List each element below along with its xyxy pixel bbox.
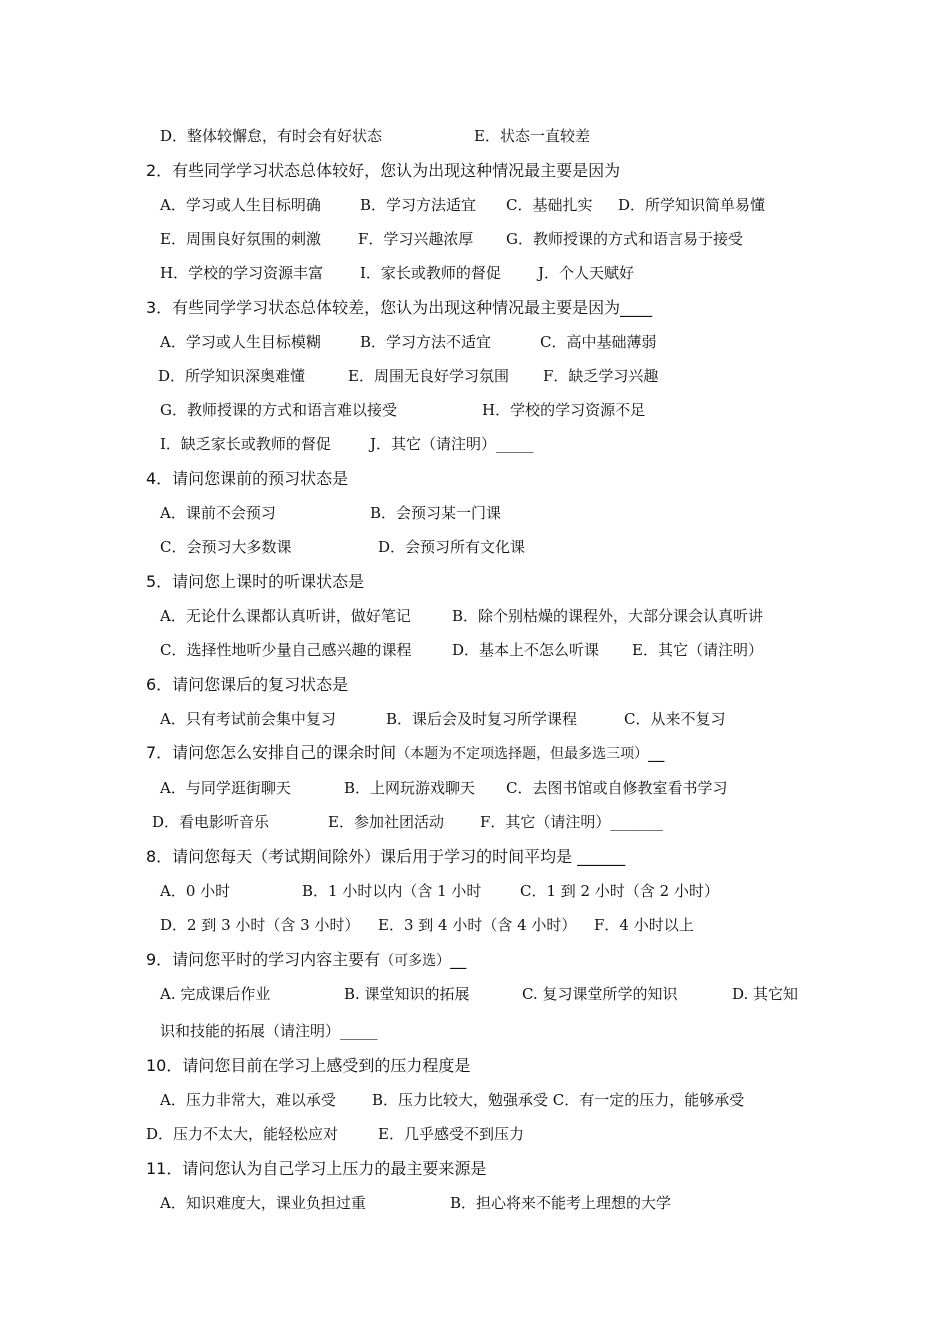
answer-option: D．所学知识简单易懂 <box>618 196 766 214</box>
answer-option: C．选择性地听少量自己感兴趣的课程 <box>160 641 412 659</box>
answer-option: A. 完成课后作业 <box>160 985 271 1003</box>
answer-option: A．压力非常大，难以承受 <box>160 1091 336 1109</box>
answer-option: H．学校的学习资源丰富 <box>160 264 324 282</box>
answer-option: D．所学知识深奥难懂 <box>158 367 306 385</box>
answer-option: C. 复习课堂所学的知识 <box>522 985 678 1003</box>
answer-option: A．只有考试前会集中复习 <box>160 710 336 728</box>
question-text: 10．请问您目前在学习上感受到的压力程度是 <box>146 1056 471 1075</box>
answer-option: F．学习兴趣浓厚 <box>358 230 474 248</box>
answer-option: A．学习或人生目标明确 <box>160 196 321 214</box>
answer-option: D．整体较懈怠，有时会有好状态 <box>160 127 383 145</box>
question-text: 6．请问您课后的复习状态是 <box>146 675 349 694</box>
answer-option: B. 课堂知识的拓展 <box>344 985 470 1003</box>
answer-option: E．状态一直较差 <box>474 127 590 145</box>
answer-option: B．上网玩游戏聊天 <box>344 779 476 797</box>
answer-option: C．1 到 2 小时（含 2 小时） <box>520 882 719 900</box>
answer-option: B．担心将来不能考上理想的大学 <box>450 1194 672 1212</box>
answer-option: J．个人天赋好 <box>538 264 635 282</box>
question-text: 5．请问您上课时的听课状态是 <box>146 572 365 591</box>
question-text: 8．请问您每天（考试期间除外）课后用于学习的时间平均是 ______ <box>146 847 626 866</box>
answer-option: G．教师授课的方式和语言难以接受 <box>160 401 397 419</box>
answer-option: A．0 小时 <box>160 882 231 900</box>
answer-option: A．课前不会预习 <box>160 504 276 522</box>
question-text: 11．请问您认为自己学习上压力的最主要来源是 <box>146 1159 487 1178</box>
answer-option: F．缺乏学习兴趣 <box>543 367 659 385</box>
answer-option: E．几乎感受不到压力 <box>378 1125 524 1143</box>
answer-option: E．周围无良好学习氛围 <box>348 367 509 385</box>
answer-option: A．知识难度大，课业负担过重 <box>160 1194 366 1212</box>
answer-option: C．高中基础薄弱 <box>540 333 657 351</box>
answer-option: A．学习或人生目标模糊 <box>160 333 321 351</box>
answer-option: B．会预习某一门课 <box>370 504 502 522</box>
answer-option: B．课后会及时复习所学课程 <box>386 710 578 728</box>
answer-option: B．压力比较大，勉强承受 C．有一定的压力，能够承受 <box>372 1091 745 1109</box>
answer-option: D．会预习所有文化课 <box>378 538 526 556</box>
question-text: 9．请问您平时的学习内容主要有（可多选）__ <box>146 950 467 969</box>
answer-option: D．压力不太大，能轻松应对 <box>146 1125 339 1143</box>
answer-option: D．看电影听音乐 <box>152 813 270 831</box>
answer-option: C．基础扎实 <box>506 196 593 214</box>
answer-option: C．从来不复习 <box>624 710 726 728</box>
answer-option: F．4 小时以上 <box>594 916 694 934</box>
answer-option: F．其它（请注明）_______ <box>480 813 663 831</box>
answer-option: A．无论什么课都认真听讲，做好笔记 <box>160 607 411 625</box>
answer-option: B．学习方法不适宜 <box>360 333 492 351</box>
answer-option: I．缺乏家长或教师的督促 <box>160 435 331 453</box>
question-text: 2．有些同学学习状态总体较好，您认为出现这种情况最主要是因为 <box>146 161 621 180</box>
answer-option: I．家长或教师的督促 <box>360 264 501 282</box>
answer-option: C．会预习大多数课 <box>160 538 292 556</box>
answer-option: E．参加社团活动 <box>328 813 444 831</box>
answer-option: B．学习方法适宜 <box>360 196 477 214</box>
answer-option: H．学校的学习资源不足 <box>482 401 646 419</box>
answer-option: D．基本上不怎么听课 <box>452 641 600 659</box>
question-text: 3．有些同学学习状态总体较差，您认为出现这种情况最主要是因为____ <box>146 298 653 317</box>
question-text: 4．请问您课前的预习状态是 <box>146 469 349 488</box>
answer-option: E．周围良好氛围的刺激 <box>160 230 321 248</box>
answer-option: A．与同学逛街聊天 <box>160 779 291 797</box>
answer-option: B．除个别枯燥的课程外，大部分课会认真听讲 <box>452 607 764 625</box>
answer-option: D. 其它知 <box>732 985 799 1003</box>
answer-option: J．其它（请注明）_____ <box>370 435 534 453</box>
answer-option: G．教师授课的方式和语言易于接受 <box>506 230 743 248</box>
answer-option: 识和技能的拓展（请注明）_____ <box>160 1022 378 1040</box>
answer-option: D．2 到 3 小时（含 3 小时） <box>160 916 360 934</box>
answer-option: E．3 到 4 小时（含 4 小时） <box>378 916 577 934</box>
question-text: 7．请问您怎么安排自己的课余时间（本题为不定项选择题，但最多选三项）__ <box>146 743 665 762</box>
answer-option: B．1 小时以内（含 1 小时 <box>302 882 482 900</box>
answer-option: E．其它（请注明） <box>632 641 763 659</box>
answer-option: C．去图书馆或自修教室看书学习 <box>506 779 728 797</box>
